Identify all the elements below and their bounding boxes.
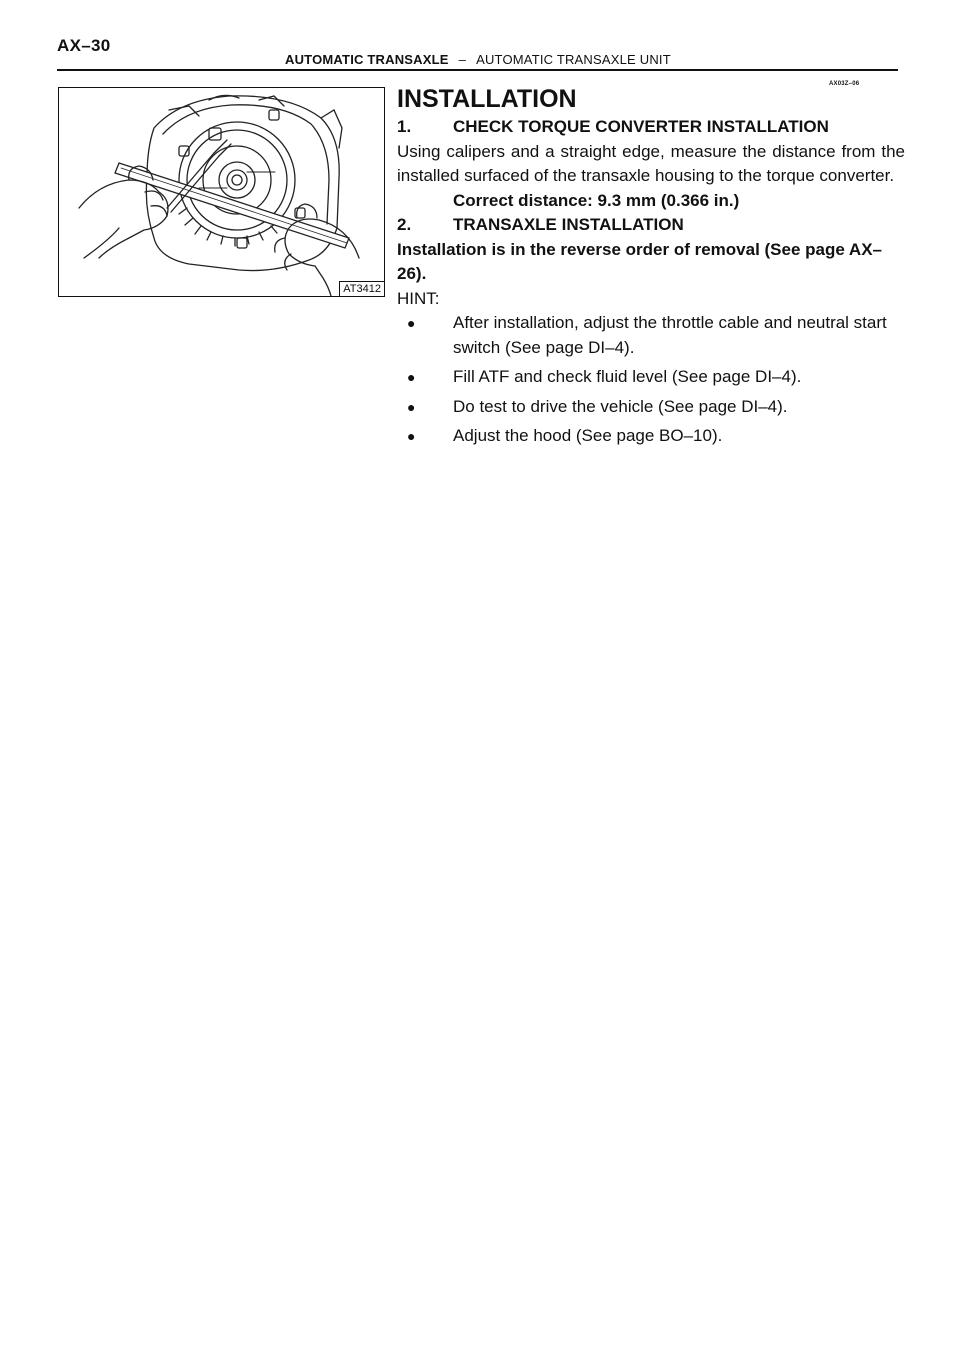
header-rule bbox=[57, 69, 898, 71]
list-item-text: Fill ATF and check fluid level (See page DI–4). bbox=[453, 367, 802, 386]
list-item-text: Adjust the hood (See page BO–10). bbox=[453, 426, 723, 445]
step-1-title: CHECK TORQUE CONVERTER INSTALLATION bbox=[453, 117, 829, 136]
list-item bbox=[397, 395, 905, 420]
hint-list bbox=[397, 311, 905, 449]
bullet-icon: ● bbox=[407, 398, 416, 415]
step-2-text: Installation is in the reverse order of removal (See page AX–26). bbox=[397, 239, 882, 283]
step-1-spec: Correct distance: 9.3 mm (0.366 in.) bbox=[453, 190, 740, 210]
page-number: AX–30 bbox=[57, 36, 111, 55]
torque-converter-illustration bbox=[59, 88, 384, 296]
list-item-text: After installation, adjust the throttle cable and neutral start switch (See page DI–4). bbox=[453, 313, 887, 357]
bullet-icon: ● bbox=[407, 428, 416, 444]
step-1-text: Using calipers and a straight edge, measure the distance from the installed surfaced of the transaxle housing to the torque converter. bbox=[397, 141, 905, 185]
header-separator: – bbox=[458, 52, 467, 67]
step-1-heading bbox=[397, 115, 905, 140]
main-content bbox=[397, 83, 905, 454]
list-item bbox=[397, 424, 905, 449]
running-header bbox=[285, 52, 671, 67]
list-item bbox=[397, 365, 905, 390]
header-subsection: AUTOMATIC TRANSAXLE UNIT bbox=[476, 52, 671, 67]
list-item bbox=[397, 311, 905, 360]
section-title: INSTALLATION bbox=[397, 85, 577, 113]
list-item-text: Do test to drive the vehicle (See page DI–4). bbox=[453, 396, 788, 416]
figure-label: AT3412 bbox=[339, 281, 384, 296]
hint-label: HINT: bbox=[397, 288, 440, 308]
bullet-icon: ● bbox=[407, 315, 416, 331]
step-1-number: 1. bbox=[397, 117, 412, 136]
document-code: AX03Z–06 bbox=[829, 81, 860, 87]
step-2-title: TRANSAXLE INSTALLATION bbox=[453, 215, 684, 234]
illustration-figure bbox=[58, 87, 385, 297]
header-section: AUTOMATIC TRANSAXLE bbox=[285, 52, 449, 67]
step-2-heading bbox=[397, 213, 905, 238]
bullet-icon: ● bbox=[407, 369, 416, 385]
step-2-number: 2. bbox=[397, 215, 412, 234]
